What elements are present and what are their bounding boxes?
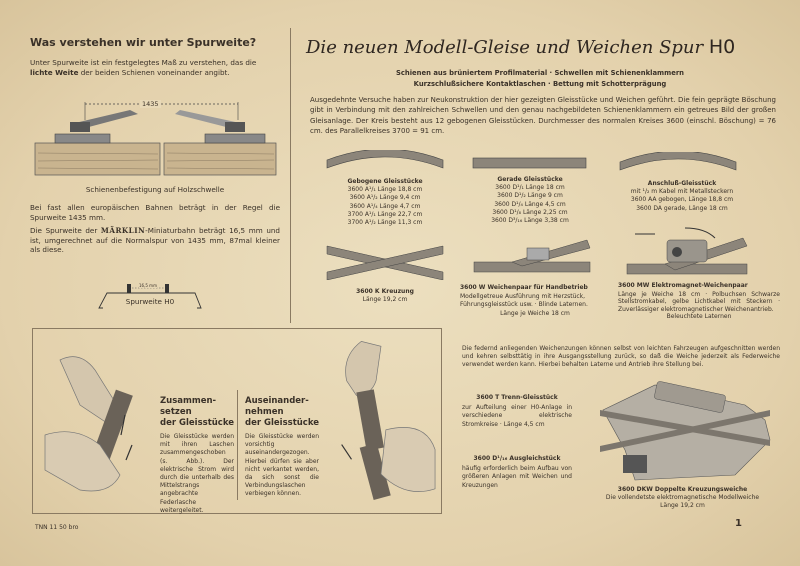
straight-line: 3600 D³/₁₆ Länge 3,38 cm	[491, 217, 569, 225]
crossing-length: Länge 19,2 cm	[362, 296, 408, 304]
straight-tracks	[465, 176, 595, 225]
rail-caption: Schienenbefestigung auf Holzschwelle	[85, 185, 225, 194]
assemble-title: Zusammen- setzen der Gleisstücke	[160, 396, 235, 428]
connect-line: mit ¹/₂ m Kabel mit Metallsteckern	[630, 188, 734, 196]
curved-line: 3600 A¹/₁ Länge 18,8 cm	[347, 186, 423, 194]
double-slip-title: 3600 DKW Doppelte Kreuzungsweiche	[617, 486, 748, 493]
assembly-divider	[237, 390, 238, 500]
electric-turnout-caption	[618, 282, 780, 321]
connecting-track-image	[618, 152, 738, 174]
intro-paragraph: Ausgedehnte Versuche haben zur Neukonstruktion der hier gezeigten Gleisstücke und Weichen geführt. Die fein geprägte Böschung gibt in Verbindung mit den zahlreichen Schwellen und den genau nachgebildeten Schienenklammern ein getreues Bild der großen Gleisanlage. Der Kreis besteht aus 12 gebogenen Gleisstücken. Durchmesser des normalen Kreises 3600 (einschl. Böschung) = 76 cm. des Parallelkreises 3700 = 91 cm.	[310, 96, 776, 136]
double-slip-switch-caption	[585, 486, 780, 511]
gauge-diagram-label: Spurweite H0	[125, 297, 175, 306]
straight-title: Gerade Gleisstücke	[497, 176, 563, 183]
isolating-track-text: zur Aufteilung einer H0-Anlage in verschiedene elektrische Stromkreise · Länge 4,5 cm	[462, 404, 572, 428]
straight-track-image	[472, 156, 587, 170]
manual-turnout-line: Länge je Weiche 18 cm	[500, 309, 570, 317]
page-title	[306, 36, 735, 59]
straight-line: 3600 D¹/₈ Länge 2,25 cm	[492, 208, 568, 216]
connecting-track	[612, 180, 752, 213]
electric-turnout-title: 3600 MW Elektromagnet-Weichenpaar	[618, 282, 748, 289]
electric-turnout-lanterns: Beleuchtete Laternen	[666, 313, 732, 321]
hands-disassembling-photo	[322, 335, 438, 505]
left-heading: Was verstehen wir unter Spurweite?	[30, 36, 257, 49]
gauge-paragraph-1: Bei fast allen europäischen Bahnen beträgt in der Regel die Spurweite 1435 mm.	[30, 203, 280, 222]
curved-line: 3600 A¹/₂ Länge 9,4 cm	[349, 194, 421, 202]
assemble-text: Die Gleisstücke werden mit ihren Laschen zusammengeschoben (s. Abb.). Der elektrische Strom wird durch die unterhalb des Mittelstrangs angebrachte Federlasche weitergeleitet.	[160, 433, 234, 514]
para2-suffix: -Miniaturbahn beträgt 16,5 mm und ist, umgerechnet auf die Normalspur von 1435 mm, 87mal kleiner als diese.	[30, 226, 280, 255]
para2-prefix: Die Spurweite der	[30, 226, 98, 235]
hands-assembling-photo	[40, 340, 150, 505]
crossing-title: 3600 K Kreuzung	[356, 288, 414, 295]
electric-turnout-pair-image	[625, 226, 750, 278]
manual-turnout-caption	[460, 284, 610, 318]
gauge-dimension-label: 1435	[142, 100, 159, 108]
brand-name: MÄRKLIN	[100, 226, 146, 235]
title-script: Die neuen Modell-Gleise und Weichen Spur	[306, 37, 704, 58]
gauge-paragraph-2	[30, 226, 280, 255]
isolating-track-title: 3600 T Trenn-Gleisstück	[476, 394, 558, 401]
disassemble-text: Die Gleisstücke werden vorsichtig auseinandergezogen. Hierbei dürfen sie aber nicht verkantet werden, da sich sonst die Verbindungslaschen verbiegen können.	[245, 433, 319, 498]
curved-tracks	[320, 178, 450, 227]
manual-turnout-line: Modellgetreue Ausführung mit Herzstück,	[460, 293, 586, 301]
page-number: 1	[735, 518, 742, 529]
footer-code: TNN 11 50 bro	[35, 524, 79, 531]
disassemble-title: Auseinander- nehmen der Gleisstücke	[245, 396, 320, 428]
manual-turnout-title: 3600 W Weichenpaar für Handbetrieb	[460, 284, 588, 291]
curved-title: Gebogene Gleisstücke	[347, 178, 423, 185]
connect-title: Anschluß-Gleisstück	[647, 180, 717, 187]
spring-turnout-paragraph: Die federnd anliegenden Weichenzungen können selbst von leichten Fahrzeugen aufgeschnitten werden und kehren selbsttätig in ihre Ausgangsstellung zurück, so daß die Weiche jederzeit als Federweiche verwendet werden kann. Hierbei behalten Laterne und Antrieb ihre Stellung bei.	[462, 345, 780, 369]
electric-turnout-text: Länge je Weiche 18 cm · Polbuchsen Schwarze Stellstromkabel, gelbe Lichtkabel mit Steckern · Zuverlässiger elektromagnetischer Weichenantrieb.	[618, 290, 780, 313]
connect-line: 3600 DA gerade, Länge 18 cm	[636, 204, 728, 212]
intro-text: Unter Spurweite ist ein festgelegtes Maß zu verstehen, das die	[30, 58, 257, 67]
subtitle-2: Kurzschlußsichere Kontaktlaschen · Bettung mit Schotterprägung	[413, 80, 667, 88]
subtitle-1: Schienen aus brüniertem Profilmaterial · Schwellen mit Schienenklammern	[395, 69, 685, 77]
double-slip-line: Die vollendetste elektromagnetische Modellweiche	[605, 494, 760, 502]
column-divider	[290, 28, 291, 323]
curved-line: 3700 A¹/₂ Länge 11,3 cm	[347, 219, 423, 227]
intro-bold: lichte Weite	[30, 67, 79, 77]
isolating-track	[462, 394, 572, 429]
curved-track-image	[325, 150, 445, 172]
crossing-caption	[330, 288, 440, 304]
straight-line: 3600 D¹/₁ Länge 18 cm	[495, 184, 565, 192]
title-h0: H0	[708, 36, 736, 58]
compensation-track	[462, 455, 572, 490]
straight-line: 3600 D¹/₄ Länge 4,5 cm	[494, 200, 566, 208]
straight-line: 3600 D¹/₂ Länge 9 cm	[497, 192, 563, 200]
gauge-diagram-dimension: 16,5 mm	[139, 283, 157, 288]
left-intro	[30, 58, 280, 77]
intro-text-end: der beiden Schienen voneinander angibt.	[80, 67, 230, 77]
curved-line: 3600 A¹/₄ Länge 4,7 cm	[349, 202, 421, 210]
crossing-image	[325, 238, 445, 280]
manual-turnout-pair-image	[472, 236, 592, 278]
double-slip-line: Länge 19,2 cm	[660, 502, 705, 510]
double-slip-switch-image	[595, 380, 775, 482]
rail-fastening-illustration	[30, 98, 280, 180]
connect-line: 3600 AA gebogen, Länge 18,8 cm	[630, 196, 734, 204]
manual-turnout-line: Führungsgleisstück usw. · Blinde Laternen.	[460, 301, 588, 309]
compensation-track-title: 3600 D¹/₁₆ Ausgleichstück	[473, 455, 561, 462]
compensation-track-text: häufig erforderlich beim Aufbau von größeren Anlagen mit Weichen und Kreuzungen	[462, 465, 572, 489]
curved-line: 3700 A¹/₁ Länge 22,7 cm	[347, 210, 423, 218]
